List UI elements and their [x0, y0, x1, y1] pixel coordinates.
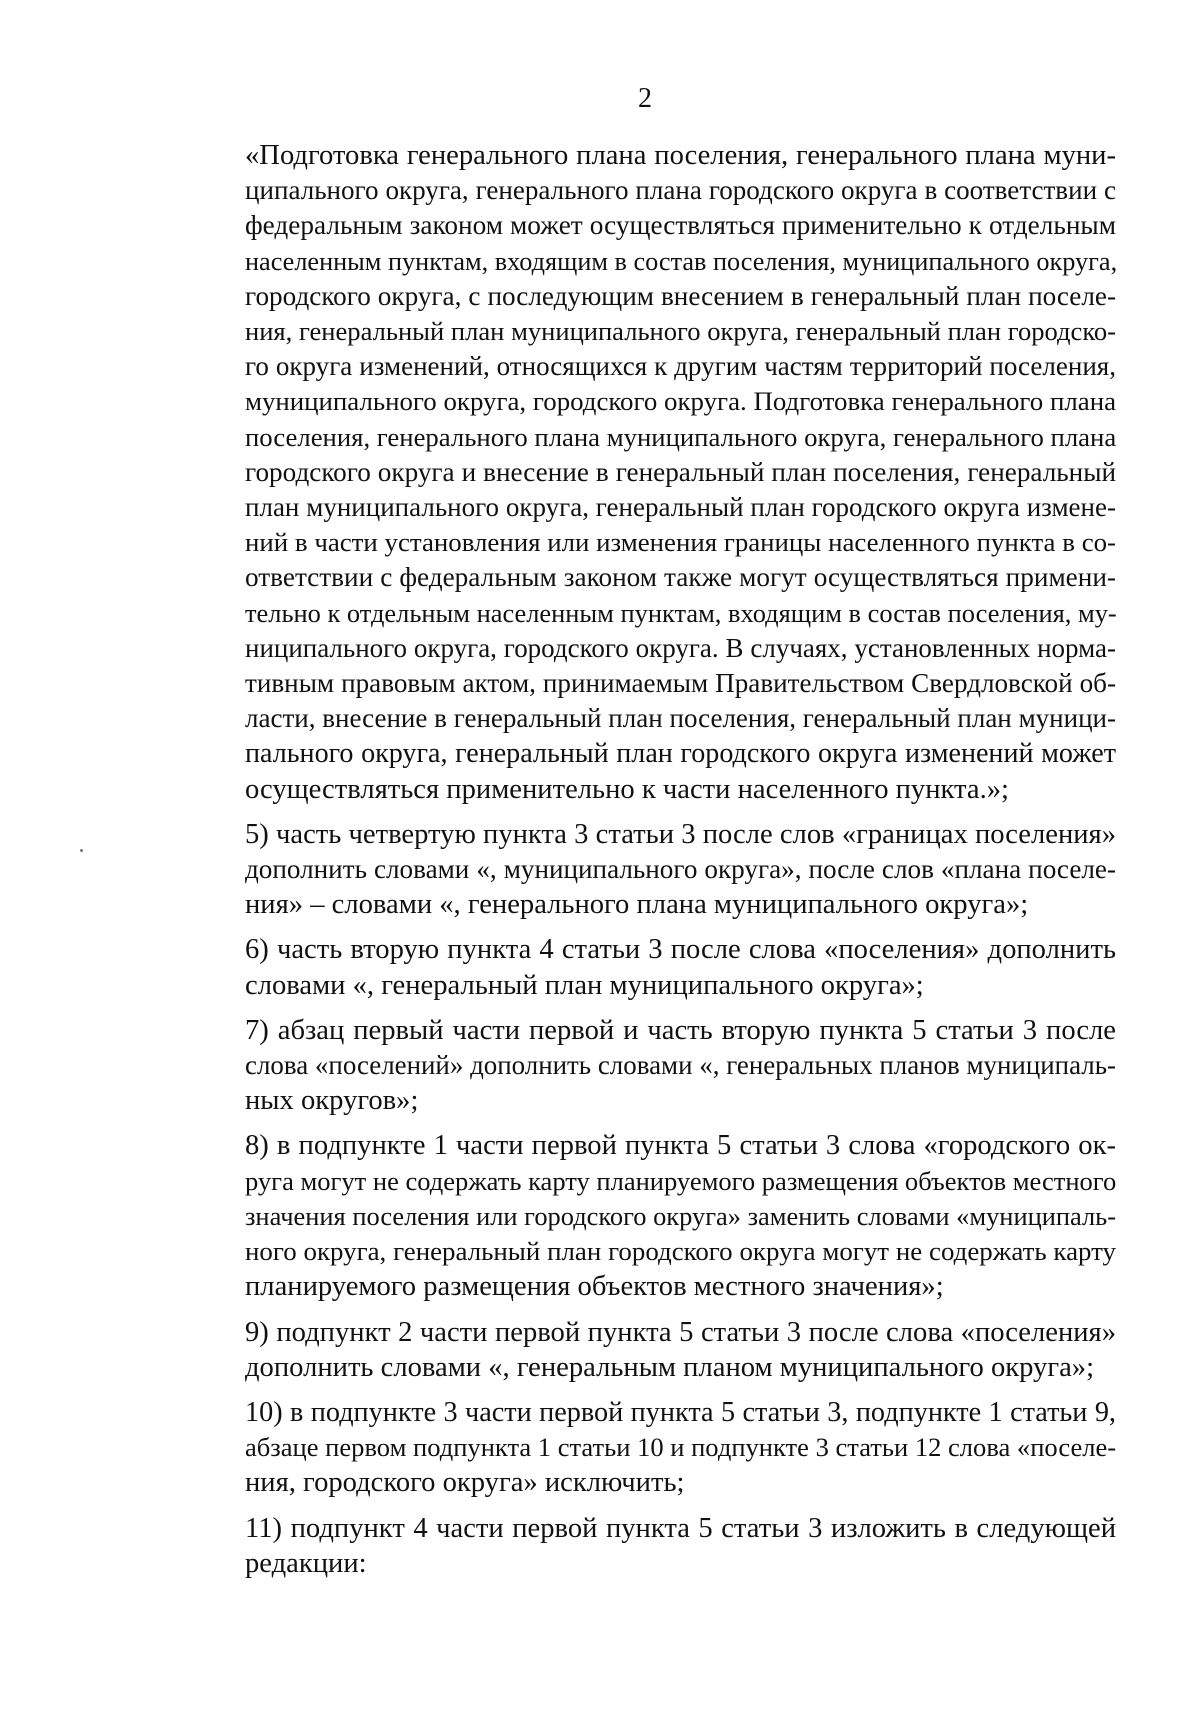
text-line: дополнить словами «, муниципального округа», после слов «плана поселе- — [245, 854, 1116, 885]
text-line: ниципального округа, городского округа. В случаях, установленных норма- — [245, 632, 1116, 663]
text-line: ний в части установления или изменения границы населенного пункта в со- — [245, 527, 1116, 558]
text-line: тельно к отдельным населенным пунктам, входящим в состав поселения, му- — [245, 597, 1117, 628]
text-line: 10) в подпункте 3 части первой пункта 5 статьи 3, подпункте 1 статьи 9, — [245, 1396, 1116, 1428]
text-line: ния, генеральный план муниципального округа, генеральный план городско- — [245, 316, 1116, 347]
text-line: планируемого размещения объектов местного значения»; — [245, 1271, 944, 1303]
paragraph-item-7 — [174, 1013, 1116, 1119]
text-line: пального округа, генеральный план городского округа изменений может — [245, 738, 1116, 770]
text-line: редакции: — [245, 1547, 367, 1579]
text-line: ласти, внесение в генеральный план поселения, генеральный план муници- — [245, 703, 1116, 734]
paragraph-item-5 — [174, 817, 1116, 923]
text-line: ответствии с федеральным законом также могут осуществляться примени- — [245, 562, 1116, 593]
document-body — [174, 138, 1116, 1581]
text-line: поселения, генерального плана муниципального округа, генерального плана — [245, 421, 1117, 452]
text-line: 5) часть четвертую пункта 3 статьи 3 после слов «границах поселения» — [245, 818, 1116, 850]
paragraph-item-8 — [174, 1128, 1116, 1304]
text-line: 6) часть вторую пункта 4 статьи 3 после слова «поселения» дополнить — [245, 934, 1116, 966]
text-line: населенным пунктам, входящим в состав поселения, муниципального округа, — [245, 246, 1118, 276]
text-line: абзаце первом подпункта 1 статьи 10 и подпункте 3 статьи 12 слова «поселе- — [245, 1432, 1117, 1463]
text-line: муниципального округа, городского округа. Подготовка генерального плана — [245, 386, 1116, 417]
text-line: 7) абзац первый части первой и часть вторую пункта 5 статьи 3 после — [245, 1014, 1116, 1046]
page-number: 2 — [638, 83, 652, 114]
paragraph-item-6 — [174, 932, 1116, 1002]
text-line: ния, городского округа» исключить; — [245, 1467, 685, 1499]
text-line: го округа изменений, относящихся к другим частям территорий поселения, — [245, 351, 1116, 382]
text-line: значения поселения или городского округа» заменить словами «муниципаль- — [245, 1200, 1116, 1231]
scan-speck — [80, 849, 83, 852]
text-line: городского округа и внесение в генеральный план поселения, генеральный — [245, 456, 1116, 487]
text-line: федеральным законом может осуществляться применительно к отдельным — [245, 210, 1116, 241]
text-line: ного округа, генеральный план городского округа могут не содержать карту — [245, 1236, 1116, 1267]
paragraph-quote — [174, 138, 1116, 807]
text-line: дополнить словами «, генеральным планом муниципального округа»; — [245, 1351, 1095, 1383]
text-line: ния» – словами «, генерального плана муниципального округа»; — [245, 889, 1029, 921]
text-line: план муниципального округа, генеральный план городского округа измене- — [245, 492, 1116, 523]
paragraph-item-11 — [174, 1511, 1116, 1581]
text-line: 11) подпункт 4 части первой пункта 5 статьи 3 изложить в следующей — [245, 1512, 1116, 1544]
text-line: «Подготовка генерального плана поселения, генерального плана муни- — [245, 140, 1116, 171]
text-line: городского округа, с последующим внесением в генеральный план поселе- — [245, 280, 1116, 311]
text-line: 9) подпункт 2 части первой пункта 5 статьи 3 после слова «поселения» — [245, 1316, 1116, 1348]
text-line: тивным правовым актом, принимаемым Правительством Свердловской об- — [245, 668, 1116, 699]
text-line: слова «поселений» дополнить словами «, генеральных планов муниципаль- — [245, 1050, 1116, 1081]
text-line: ных округов»; — [245, 1085, 419, 1117]
paragraph-item-10 — [174, 1395, 1116, 1501]
text-line: осуществляться применительно к части населенного пункта.»; — [245, 773, 1009, 805]
paragraph-item-9 — [174, 1315, 1116, 1385]
text-line: 8) в подпункте 1 части первой пункта 5 статьи 3 слова «городского ок- — [245, 1130, 1116, 1162]
text-line: руга могут не содержать карту планируемого размещения объектов местного — [245, 1165, 1117, 1196]
text-line: словами «, генеральный план муниципального округа»; — [245, 969, 924, 1001]
text-line: ципального округа, генерального плана городского округа в соответствии с — [245, 175, 1116, 206]
